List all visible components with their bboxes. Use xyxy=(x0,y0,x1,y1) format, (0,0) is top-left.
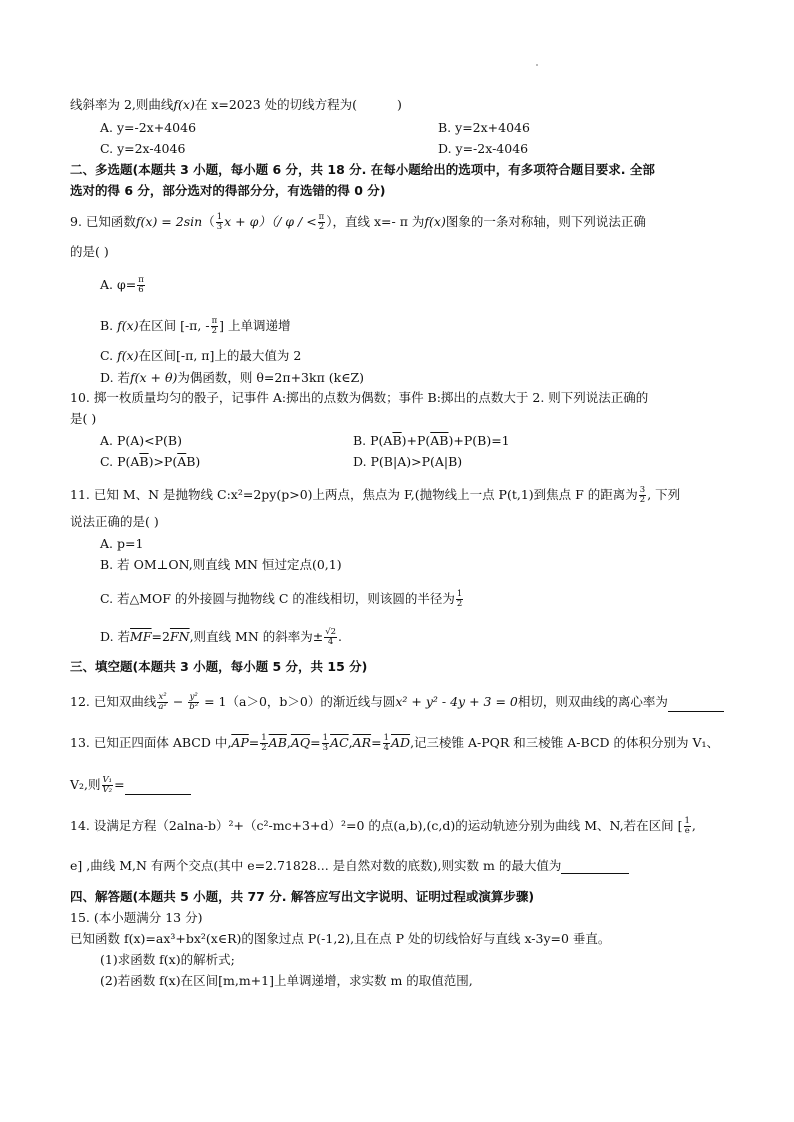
q11-option-a: A. p=1 xyxy=(100,536,144,551)
q9-option-b: B. f(x)在区间 [-π, - $\frac{\pi}{2}$ ] 上单调递增 xyxy=(100,316,291,336)
q8-option-d: D. y=-2x-4046 xyxy=(438,141,529,156)
q10-option-b: B. $P(A\overline{B})+P(\overline{AB})+P(B)=1$ xyxy=(353,433,510,448)
q8-option-c: C. y=2x-4046 xyxy=(100,141,186,156)
q15-stem: 已知函数 f(x)=ax³+bx²(x∈R)的图象过点 P(-1,2),且在点 P 处的切线恰好与直线 x-3y=0 垂直。 xyxy=(70,931,611,946)
section-2-heading: 二、多选题(本题共 3 小题，每小题 6 分，共 18 分. 在每小题给出的选项中，有多项符合题目要求. 全部 xyxy=(70,162,655,177)
q10-option-a: A. P(A)<P(B) xyxy=(100,433,182,448)
q9-option-a: A. φ= $\frac{\pi}{6}$ xyxy=(100,275,144,295)
q15-part-1: (1)求函数 f(x)的解析式; xyxy=(100,952,235,967)
scan-speck xyxy=(536,64,538,66)
q14-stem: 14. 设满足方程（2alna-b）²+（c²-mc+3+d）²=0 的点(a,b),(c,d)的运动轨迹分别为曲线 M、N,若在区间 [ $\frac{1}{e}$ , xyxy=(70,816,696,836)
q8-stem: 线斜率为 2,则曲线f(x)在 x=2023 处的切线方程为( ) xyxy=(70,97,402,112)
q11-option-d: D. 若$\overline{MF}=2\overline{FN}$,则直线 MN 的斜率为± $\frac{√2}{4}$ . xyxy=(100,627,343,647)
q11-stem-cont: 说法正确的是( ) xyxy=(70,514,159,529)
q9-frac-third: $\frac{1}{3}$ xyxy=(216,212,223,232)
q11-stem: 11. 已知 M、N 是抛物线 C:x²=2py(p>0)上两点，焦点为 F,(抛物线上一点 P(t,1)到焦点 F 的距离为 $\frac{3}{2}$ , 下列 xyxy=(70,485,681,505)
q15-header: 15. (本小题满分 13 分) xyxy=(70,910,203,925)
q14-answer-blank[interactable] xyxy=(561,859,629,874)
q9-frac-pi-2: $\frac{\pi}{2}$ xyxy=(318,212,325,232)
q13-stem-cont: V₂,则 $\frac{\text{V₁}}{\text{V₂}}$ = xyxy=(70,776,191,795)
section-4-heading: 四、解答题(本题共 5 小题，共 77 分. 解答应写出文字说明、证明过程或演算步骤) xyxy=(70,889,535,904)
q8-option-b: B. y=2x+4046 xyxy=(438,120,530,135)
q9-option-d: D. 若f(x + θ)为偶函数，则 θ=2π+3kπ (k∈Z) xyxy=(100,370,365,385)
q9-stem-cont: 的是( ) xyxy=(70,244,109,259)
q11-option-c: C. 若△MOF 的外接圆与抛物线 C 的准线相切，则该圆的半径为 $\frac{1}{2}$ xyxy=(100,589,463,609)
section-2-heading-cont: 选对的得 6 分，部分选对的得部分分，有选错的得 0 分) xyxy=(70,183,386,198)
q12-answer-blank[interactable] xyxy=(668,697,724,712)
section-3-heading: 三、填空题(本题共 3 小题，每小题 5 分，共 15 分) xyxy=(70,659,368,674)
q10-stem: 10. 掷一枚质量均匀的骰子，记事件 A:掷出的点数为偶数；事件 B:掷出的点数大于 2. 则下列说法正确的 xyxy=(70,390,649,405)
q13-answer-blank[interactable] xyxy=(125,780,191,795)
q9-option-c: C. f(x)在区间[-π, π]上的最大值为 2 xyxy=(100,348,302,363)
q10-option-d: D. P(B|A)>P(A|B) xyxy=(353,454,463,469)
q10-stem-cont: 是( ) xyxy=(70,411,97,426)
q13-stem: 13. 已知正四面体 ABCD 中$,\overline{AP}=$ $\frac{1}{2}$ $\overline{AB},\overline{AQ}=$ $\frac{1}{3}$ $\overline{AC},\overline{AR}=$ $\frac{1}{4}$ $\overline{AD}$,记三棱锥 A-PQR 和三棱锥 A-BCD 的体积分别为 V₁、 xyxy=(70,733,720,753)
q8-option-a: A. y=-2x+4046 xyxy=(100,120,197,135)
q11-option-b: B. 若 OM⊥ON,则直线 MN 恒过定点(0,1) xyxy=(100,557,342,572)
q14-stem-cont: e] ,曲线 M,N 有两个交点(其中 e=2.71828... 是自然对数的底数),则实数 m 的最大值为 xyxy=(70,858,629,874)
q10-option-c: C. $P(A\overline{B})>P(\overline{A}B)$ xyxy=(100,454,201,469)
q9-stem: 9. 已知函数f(x) = 2sin（ $\frac{1}{3}$ x + φ）（/ φ / < $\frac{\pi}{2}$ ），直线 x=- π 为f(x)图象的一条对称轴，则下列说法正确 xyxy=(70,212,646,232)
q15-part-2: (2)若函数 f(x)在区间[m,m+1]上单调递增，求实数 m 的取值范围, xyxy=(100,973,473,988)
q12-stem: 12. 已知双曲线 $\frac{\text{x²}}{\text{a²}}$ − $\frac{\text{y²}}{\text{b²}}$ = 1（a＞0，b＞0）的渐近线与圆x² + y² - 4y + 3 = 0相切，则双曲线的离心率为 xyxy=(70,693,724,712)
